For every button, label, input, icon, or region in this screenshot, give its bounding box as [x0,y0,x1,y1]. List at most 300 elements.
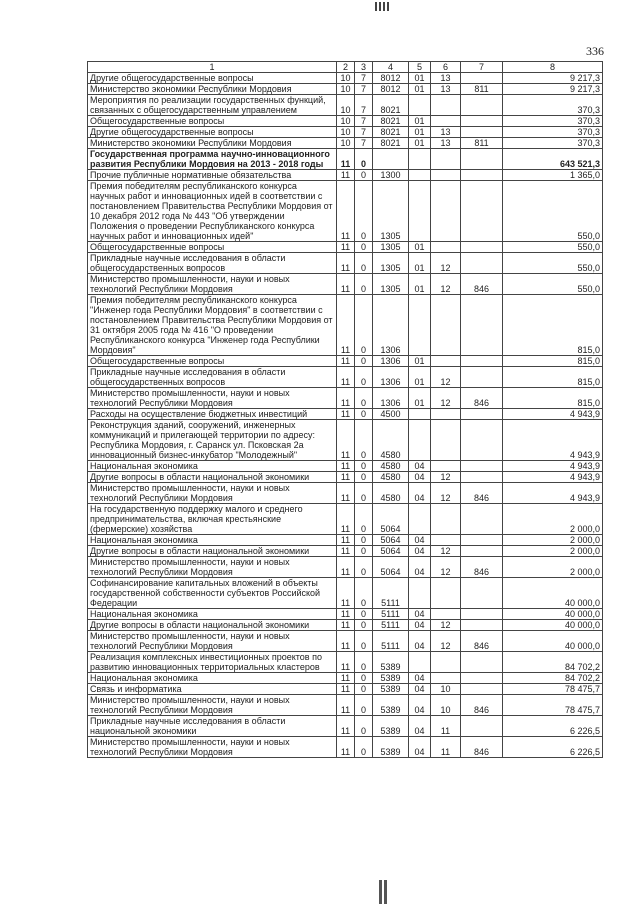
budget-table-container [87,61,602,758]
cell-section: 11 [337,631,355,652]
cell-code: 1305 [373,181,409,242]
header-cell-8: 8 [503,62,603,73]
cell-chapter: 04 [409,546,431,557]
cell-ministry: 846 [461,388,503,409]
page-number: 336 [586,44,604,58]
cell-amount: 815,0 [503,367,603,388]
table-row [88,620,603,631]
cell-chapter [409,181,431,242]
cell-subsection: 0 [355,242,373,253]
cell-ministry [461,409,503,420]
table-row [88,138,603,149]
table-row [88,483,603,504]
cell-name: Расходы на осуществление бюджетных инвестиций [88,409,337,420]
cell-amount: 370,3 [503,138,603,149]
cell-chapter: 01 [409,367,431,388]
cell-code: 5389 [373,737,409,758]
cell-chapter: 01 [409,274,431,295]
cell-subchapter [431,95,461,116]
cell-subsection: 0 [355,274,373,295]
cell-name: Прочие публичные нормативные обязательства [88,170,337,181]
cell-subsection: 0 [355,609,373,620]
cell-ministry [461,716,503,737]
cell-amount: 550,0 [503,181,603,242]
cell-amount: 815,0 [503,388,603,409]
header-cell-4: 4 [373,62,409,73]
cell-subsection: 0 [355,420,373,461]
cell-name: Министерство промышленности, науки и новых технологий Республики Мордовия [88,274,337,295]
cell-name: Национальная экономика [88,673,337,684]
cell-name: Другие вопросы в области национальной экономики [88,472,337,483]
cell-name: Другие вопросы в области национальной экономики [88,620,337,631]
cell-chapter: 04 [409,535,431,546]
cell-subsection: 0 [355,356,373,367]
cell-subsection: 0 [355,253,373,274]
cell-ministry [461,620,503,631]
cell-ministry [461,367,503,388]
table-row [88,127,603,138]
cell-ministry: 846 [461,695,503,716]
header-cell-3: 3 [355,62,373,73]
cell-subsection: 7 [355,127,373,138]
cell-subchapter [431,420,461,461]
cell-name: Другие общегосударственные вопросы [88,127,337,138]
cell-name: Премия победителям республиканского конкурса научных работ и инновационных идей в соответствии с постановлением Правительства Республики Мордовия от 10 декабря 2012 года № 443 "Об утверждении Положения о проведении Республиканского конкурса научных работ и инновационных идей" [88,181,337,242]
cell-amount: 40 000,0 [503,620,603,631]
cell-chapter [409,652,431,673]
cell-section: 11 [337,149,355,170]
header-cell-2: 2 [337,62,355,73]
cell-name: Министерство промышленности, науки и новых технологий Республики Мордовия [88,483,337,504]
cell-ministry: 846 [461,737,503,758]
cell-amount: 78 475,7 [503,695,603,716]
cell-code: 4580 [373,420,409,461]
table-row [88,673,603,684]
cell-amount: 84 702,2 [503,673,603,684]
cell-name: Реализация комплексных инвестиционных проектов по развитию инновационных территориальных кластеров [88,652,337,673]
cell-code: 8012 [373,73,409,84]
cell-ministry [461,149,503,170]
table-row [88,253,603,274]
table-row [88,737,603,758]
cell-subsection: 7 [355,84,373,95]
cell-code: 8021 [373,127,409,138]
cell-chapter [409,295,431,356]
cell-name: Национальная экономика [88,461,337,472]
cell-code: 4500 [373,409,409,420]
cell-section: 11 [337,652,355,673]
cell-code: 4580 [373,472,409,483]
cell-name: Общегосударственные вопросы [88,242,337,253]
cell-code: 5389 [373,716,409,737]
cell-ministry: 811 [461,138,503,149]
cell-amount: 643 521,3 [503,149,603,170]
table-row [88,367,603,388]
cell-section: 11 [337,578,355,609]
cell-ministry [461,242,503,253]
cell-section: 11 [337,620,355,631]
cell-name: Национальная экономика [88,609,337,620]
cell-chapter: 04 [409,716,431,737]
cell-subchapter: 12 [431,557,461,578]
cell-chapter: 04 [409,673,431,684]
cell-code: 8021 [373,116,409,127]
cell-subsection: 0 [355,388,373,409]
cell-subsection: 0 [355,737,373,758]
table-row [88,274,603,295]
cell-section: 11 [337,242,355,253]
header-cell-5: 5 [409,62,431,73]
cell-code: 1306 [373,356,409,367]
cell-amount: 370,3 [503,95,603,116]
budget-table [87,61,603,758]
cell-subchapter: 10 [431,684,461,695]
budget-table-body [88,62,603,758]
table-row [88,181,603,242]
table-row [88,409,603,420]
table-row [88,631,603,652]
cell-chapter [409,409,431,420]
header-cell-6: 6 [431,62,461,73]
table-row [88,84,603,95]
cell-subsection: 7 [355,138,373,149]
cell-amount: 6 226,5 [503,716,603,737]
cell-subchapter: 11 [431,716,461,737]
cell-amount: 2 000,0 [503,557,603,578]
cell-code: 8021 [373,95,409,116]
cell-subsection: 0 [355,578,373,609]
cell-chapter: 04 [409,472,431,483]
cell-amount: 4 943,9 [503,461,603,472]
cell-subchapter [431,295,461,356]
cell-name: Прикладные научные исследования в области общегосударственных вопросов [88,367,337,388]
cell-name: Общегосударственные вопросы [88,356,337,367]
cell-subchapter [431,652,461,673]
cell-section: 11 [337,737,355,758]
cell-chapter: 04 [409,557,431,578]
scan-mark-bottom [379,880,387,904]
cell-subchapter: 12 [431,483,461,504]
cell-name: Министерство экономики Республики Мордовия [88,138,337,149]
cell-code: 1306 [373,367,409,388]
cell-subsection: 0 [355,684,373,695]
table-row [88,535,603,546]
cell-subsection: 0 [355,472,373,483]
cell-chapter [409,504,431,535]
cell-subsection: 0 [355,409,373,420]
cell-name: Министерство промышленности, науки и новых технологий Республики Мордовия [88,557,337,578]
table-row [88,578,603,609]
cell-chapter: 01 [409,84,431,95]
cell-name: Министерство промышленности, науки и новых технологий Республики Мордовия [88,631,337,652]
cell-subchapter: 13 [431,138,461,149]
table-row [88,388,603,409]
cell-chapter [409,149,431,170]
cell-amount: 40 000,0 [503,631,603,652]
cell-ministry [461,652,503,673]
cell-ministry [461,684,503,695]
cell-code: 1300 [373,170,409,181]
cell-code: 5111 [373,609,409,620]
cell-code: 5064 [373,557,409,578]
cell-section: 11 [337,170,355,181]
cell-subchapter [431,356,461,367]
cell-code: 8012 [373,84,409,95]
cell-code: 4580 [373,461,409,472]
cell-chapter: 01 [409,127,431,138]
table-row [88,242,603,253]
cell-section: 11 [337,716,355,737]
cell-section: 11 [337,420,355,461]
table-row [88,116,603,127]
cell-amount: 815,0 [503,356,603,367]
table-row [88,546,603,557]
cell-subsection: 0 [355,716,373,737]
cell-name: Реконструкция зданий, сооружений, инженерных коммуникаций и прилегающей территории по адресу: Республика Мордовия, г. Саранск ул. Псковская 2а инновационный бизнес-инкубатор "Молодежный" [88,420,337,461]
cell-code: 1306 [373,388,409,409]
cell-subchapter: 12 [431,274,461,295]
cell-subchapter: 12 [431,620,461,631]
cell-amount: 84 702,2 [503,652,603,673]
cell-section: 11 [337,673,355,684]
cell-section: 10 [337,73,355,84]
cell-subsection: 0 [355,295,373,356]
cell-amount: 4 943,9 [503,409,603,420]
cell-name: Связь и информатика [88,684,337,695]
cell-section: 10 [337,138,355,149]
cell-subsection: 0 [355,557,373,578]
cell-name: Государственная программа научно-инновационного развития Республики Мордовия на 2013 - 2018 годы [88,149,337,170]
cell-ministry [461,472,503,483]
cell-ministry [461,127,503,138]
cell-ministry [461,609,503,620]
cell-ministry [461,116,503,127]
cell-section: 10 [337,95,355,116]
cell-code [373,149,409,170]
cell-code: 1305 [373,274,409,295]
cell-ministry [461,546,503,557]
table-row [88,695,603,716]
table-row [88,170,603,181]
cell-ministry: 811 [461,84,503,95]
cell-ministry: 846 [461,631,503,652]
cell-subsection: 0 [355,461,373,472]
table-row [88,295,603,356]
cell-ministry: 846 [461,483,503,504]
cell-subsection: 7 [355,95,373,116]
cell-code: 5111 [373,631,409,652]
cell-ministry [461,356,503,367]
cell-name: Министерство экономики Республики Мордовия [88,84,337,95]
cell-subsection: 0 [355,535,373,546]
cell-amount: 78 475,7 [503,684,603,695]
cell-name: Национальная экономика [88,535,337,546]
table-row [88,472,603,483]
cell-subsection: 0 [355,546,373,557]
cell-ministry [461,673,503,684]
cell-ministry [461,95,503,116]
cell-name: Другие общегосударственные вопросы [88,73,337,84]
cell-subchapter: 10 [431,695,461,716]
cell-chapter: 04 [409,737,431,758]
cell-ministry [461,295,503,356]
cell-subchapter [431,181,461,242]
cell-code: 4580 [373,483,409,504]
cell-ministry [461,420,503,461]
cell-subchapter [431,535,461,546]
cell-chapter: 01 [409,116,431,127]
cell-subchapter [431,170,461,181]
cell-section: 11 [337,253,355,274]
cell-section: 11 [337,472,355,483]
cell-subchapter [431,504,461,535]
cell-chapter: 04 [409,461,431,472]
cell-subchapter [431,578,461,609]
cell-section: 10 [337,84,355,95]
cell-subchapter: 13 [431,127,461,138]
table-row [88,420,603,461]
scan-mark-top [375,2,389,11]
cell-section: 11 [337,684,355,695]
cell-amount: 2 000,0 [503,546,603,557]
cell-chapter: 04 [409,483,431,504]
cell-amount: 370,3 [503,127,603,138]
cell-chapter: 04 [409,695,431,716]
cell-chapter: 04 [409,609,431,620]
cell-section: 11 [337,546,355,557]
cell-subsection: 0 [355,695,373,716]
cell-subchapter: 12 [431,546,461,557]
cell-amount: 1 365,0 [503,170,603,181]
cell-subchapter: 13 [431,84,461,95]
cell-section: 11 [337,695,355,716]
cell-chapter: 04 [409,620,431,631]
cell-code: 8021 [373,138,409,149]
cell-section: 10 [337,127,355,138]
cell-section: 11 [337,483,355,504]
table-row [88,609,603,620]
cell-name: Министерство промышленности, науки и новых технологий Республики Мордовия [88,737,337,758]
cell-subchapter [431,149,461,170]
cell-subchapter: 12 [431,253,461,274]
cell-section: 11 [337,409,355,420]
cell-ministry [461,181,503,242]
cell-name: Мероприятия по реализации государственных функций, связанных с общегосударственным управлением [88,95,337,116]
cell-code: 5064 [373,546,409,557]
cell-code: 1306 [373,295,409,356]
cell-chapter: 01 [409,73,431,84]
cell-ministry: 846 [461,557,503,578]
cell-subchapter [431,461,461,472]
cell-code: 5389 [373,673,409,684]
cell-amount: 9 217,3 [503,73,603,84]
cell-subsection: 0 [355,620,373,631]
table-row [88,504,603,535]
cell-subchapter [431,609,461,620]
cell-subchapter: 12 [431,631,461,652]
cell-subchapter: 12 [431,472,461,483]
cell-chapter: 01 [409,138,431,149]
cell-code: 1305 [373,242,409,253]
table-row [88,652,603,673]
cell-amount: 815,0 [503,295,603,356]
cell-amount: 2 000,0 [503,504,603,535]
cell-section: 10 [337,116,355,127]
cell-name: Прикладные научные исследования в области общегосударственных вопросов [88,253,337,274]
cell-subchapter [431,242,461,253]
cell-name: Софинансирование капитальных вложений в объекты государственной собственности субъектов Российской Федерации [88,578,337,609]
cell-ministry [461,535,503,546]
cell-subchapter: 11 [431,737,461,758]
cell-name: Общегосударственные вопросы [88,116,337,127]
cell-subsection: 7 [355,116,373,127]
cell-chapter: 01 [409,253,431,274]
table-row [88,73,603,84]
cell-amount: 40 000,0 [503,578,603,609]
table-row [88,716,603,737]
cell-code: 5064 [373,504,409,535]
cell-name: Прикладные научные исследования в области национальной экономики [88,716,337,737]
cell-section: 11 [337,367,355,388]
cell-subsection: 0 [355,483,373,504]
cell-subsection: 0 [355,170,373,181]
cell-name: Другие вопросы в области национальной экономики [88,546,337,557]
cell-subchapter: 12 [431,388,461,409]
cell-subsection: 0 [355,181,373,242]
cell-name: На государственную поддержку малого и среднего предпринимательства, включая крестьянские (фермерские) хозяйства [88,504,337,535]
cell-name: Министерство промышленности, науки и новых технологий Республики Мордовия [88,388,337,409]
cell-subsection: 0 [355,652,373,673]
header-cell-7: 7 [461,62,503,73]
cell-ministry: 846 [461,274,503,295]
table-row [88,356,603,367]
cell-section: 11 [337,356,355,367]
cell-subchapter [431,673,461,684]
cell-code: 5389 [373,652,409,673]
cell-amount: 2 000,0 [503,535,603,546]
cell-amount: 550,0 [503,274,603,295]
cell-code: 5111 [373,620,409,631]
cell-subchapter: 12 [431,367,461,388]
cell-subchapter [431,116,461,127]
cell-chapter [409,95,431,116]
cell-section: 11 [337,461,355,472]
cell-chapter [409,420,431,461]
cell-chapter: 01 [409,356,431,367]
cell-chapter: 04 [409,684,431,695]
cell-name: Премия победителям республиканского конкурса "Инженер года Республики Мордовия" в соответствии с постановлением Правительства Республики Мордовия от 31 октября 2005 года № 416 "О проведении Республиканского конкурса "Инженер года Республики Мордовия" [88,295,337,356]
cell-ministry [461,578,503,609]
cell-subchapter [431,409,461,420]
cell-amount: 40 000,0 [503,609,603,620]
cell-chapter: 01 [409,242,431,253]
cell-code: 5111 [373,578,409,609]
cell-chapter: 04 [409,631,431,652]
header-cell-1: 1 [88,62,337,73]
table-row [88,95,603,116]
table-row [88,684,603,695]
table-row [88,557,603,578]
cell-chapter [409,578,431,609]
cell-amount: 550,0 [503,242,603,253]
cell-amount: 4 943,9 [503,472,603,483]
cell-subchapter: 13 [431,73,461,84]
cell-section: 11 [337,504,355,535]
cell-section: 11 [337,535,355,546]
table-row [88,149,603,170]
cell-ministry [461,504,503,535]
cell-amount: 4 943,9 [503,420,603,461]
